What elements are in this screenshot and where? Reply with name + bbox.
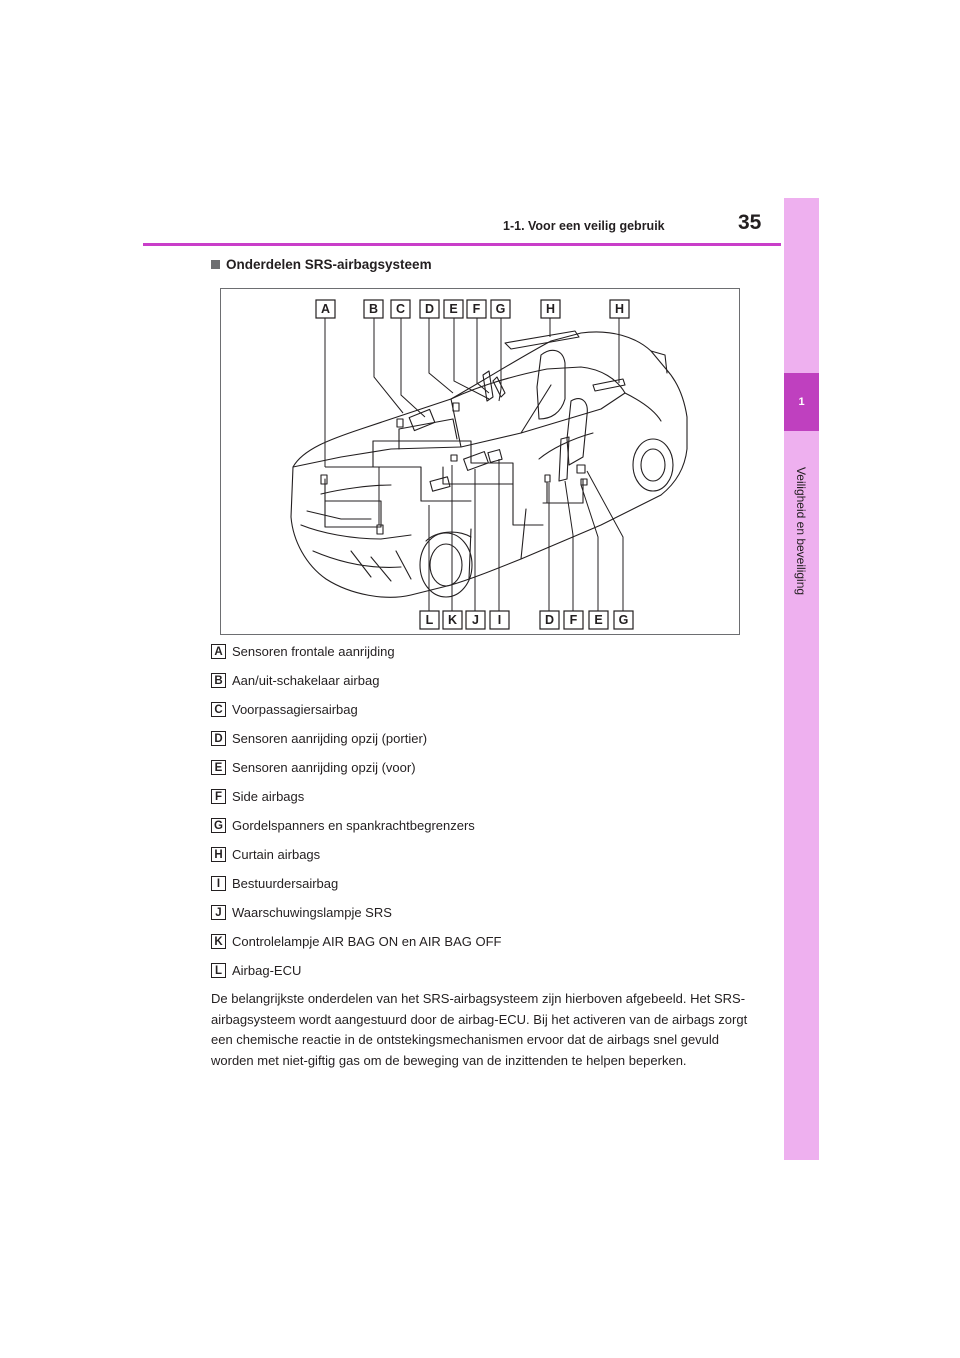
callout-label: B xyxy=(368,302,379,316)
legend-key: H xyxy=(211,847,226,862)
legend-text: Aan/uit-schakelaar airbag xyxy=(232,673,380,688)
callout-label: E xyxy=(449,302,458,316)
legend-item xyxy=(211,673,771,702)
legend-key: B xyxy=(211,673,226,688)
legend-item xyxy=(211,789,771,818)
car-illustration xyxy=(221,289,740,635)
legend-item xyxy=(211,934,771,963)
component-legend xyxy=(211,644,771,992)
page-number: 35 xyxy=(738,211,762,234)
callout-label: A xyxy=(320,302,331,316)
bottom-callouts xyxy=(420,611,633,629)
bullet-square-icon xyxy=(211,260,220,269)
legend-key: A xyxy=(211,644,226,659)
top-callouts xyxy=(316,300,629,318)
callout-label: E xyxy=(594,613,603,627)
callout-label: L xyxy=(425,613,434,627)
callout-label: J xyxy=(472,613,479,627)
legend-text: Waarschuwingslampje SRS xyxy=(232,905,392,920)
legend-key: K xyxy=(211,934,226,949)
legend-key: D xyxy=(211,731,226,746)
callout-label: H xyxy=(545,302,556,316)
section-title: 1-1. Voor een veilig gebruik xyxy=(503,219,665,233)
legend-key: E xyxy=(211,760,226,775)
section-heading xyxy=(211,257,432,272)
legend-text: Gordelspanners en spankrachtbegrenzers xyxy=(232,818,475,833)
callout-label: D xyxy=(424,302,435,316)
legend-item xyxy=(211,963,771,992)
legend-key: C xyxy=(211,702,226,717)
legend-item xyxy=(211,876,771,905)
legend-text: Side airbags xyxy=(232,789,305,804)
legend-key: L xyxy=(211,963,226,978)
legend-item xyxy=(211,818,771,847)
header-divider xyxy=(143,243,781,246)
legend-text: Sensoren aanrijding opzij (voor) xyxy=(232,760,416,775)
legend-item xyxy=(211,760,771,789)
legend-text: Airbag-ECU xyxy=(232,963,302,978)
legend-key: G xyxy=(211,818,226,833)
callout-label: G xyxy=(618,613,629,627)
legend-text: Controlelampje AIR BAG ON en AIR BAG OFF xyxy=(232,934,502,949)
chapter-number-tab: 1 xyxy=(784,373,819,431)
callout-label: F xyxy=(472,302,481,316)
callout-label: K xyxy=(447,613,458,627)
legend-text: Bestuurdersairbag xyxy=(232,876,339,891)
legend-text: Voorpassagiersairbag xyxy=(232,702,358,717)
callout-label: G xyxy=(495,302,506,316)
section-heading-text: Onderdelen SRS-airbagsysteem xyxy=(226,257,432,272)
legend-key: F xyxy=(211,789,226,804)
callout-label: C xyxy=(395,302,406,316)
legend-item xyxy=(211,702,771,731)
legend-item xyxy=(211,644,771,673)
callout-label: D xyxy=(544,613,555,627)
callout-label: H xyxy=(614,302,625,316)
callout-label: F xyxy=(569,613,578,627)
callout-label: I xyxy=(497,613,502,627)
legend-item xyxy=(211,905,771,934)
chapter-title: Veiligheid en beveiliging xyxy=(794,466,808,596)
description-paragraph: De belangrijkste onderdelen van het SRS-airbagsysteem zijn hierboven afgebeeld. Het SRS-airbagsysteem wordt aangestuurd door de airbag-ECU. Bij het activeren van de airbags zorgt een chemische reactie in de ontstekingsmechanismen ervoor dat de airbags snel gevuld worden met niet-giftig gas om de beweging van de inzittenden te helpen beperken. xyxy=(211,991,748,1069)
legend-key: I xyxy=(211,876,226,891)
chapter-side-tab xyxy=(784,198,819,1160)
airbag-system-figure xyxy=(220,288,740,635)
legend-item xyxy=(211,731,771,760)
legend-text: Sensoren aanrijding opzij (portier) xyxy=(232,731,428,746)
legend-key: J xyxy=(211,905,226,920)
legend-text: Sensoren frontale aanrijding xyxy=(232,644,395,659)
legend-item xyxy=(211,847,771,876)
legend-text: Curtain airbags xyxy=(232,847,321,862)
